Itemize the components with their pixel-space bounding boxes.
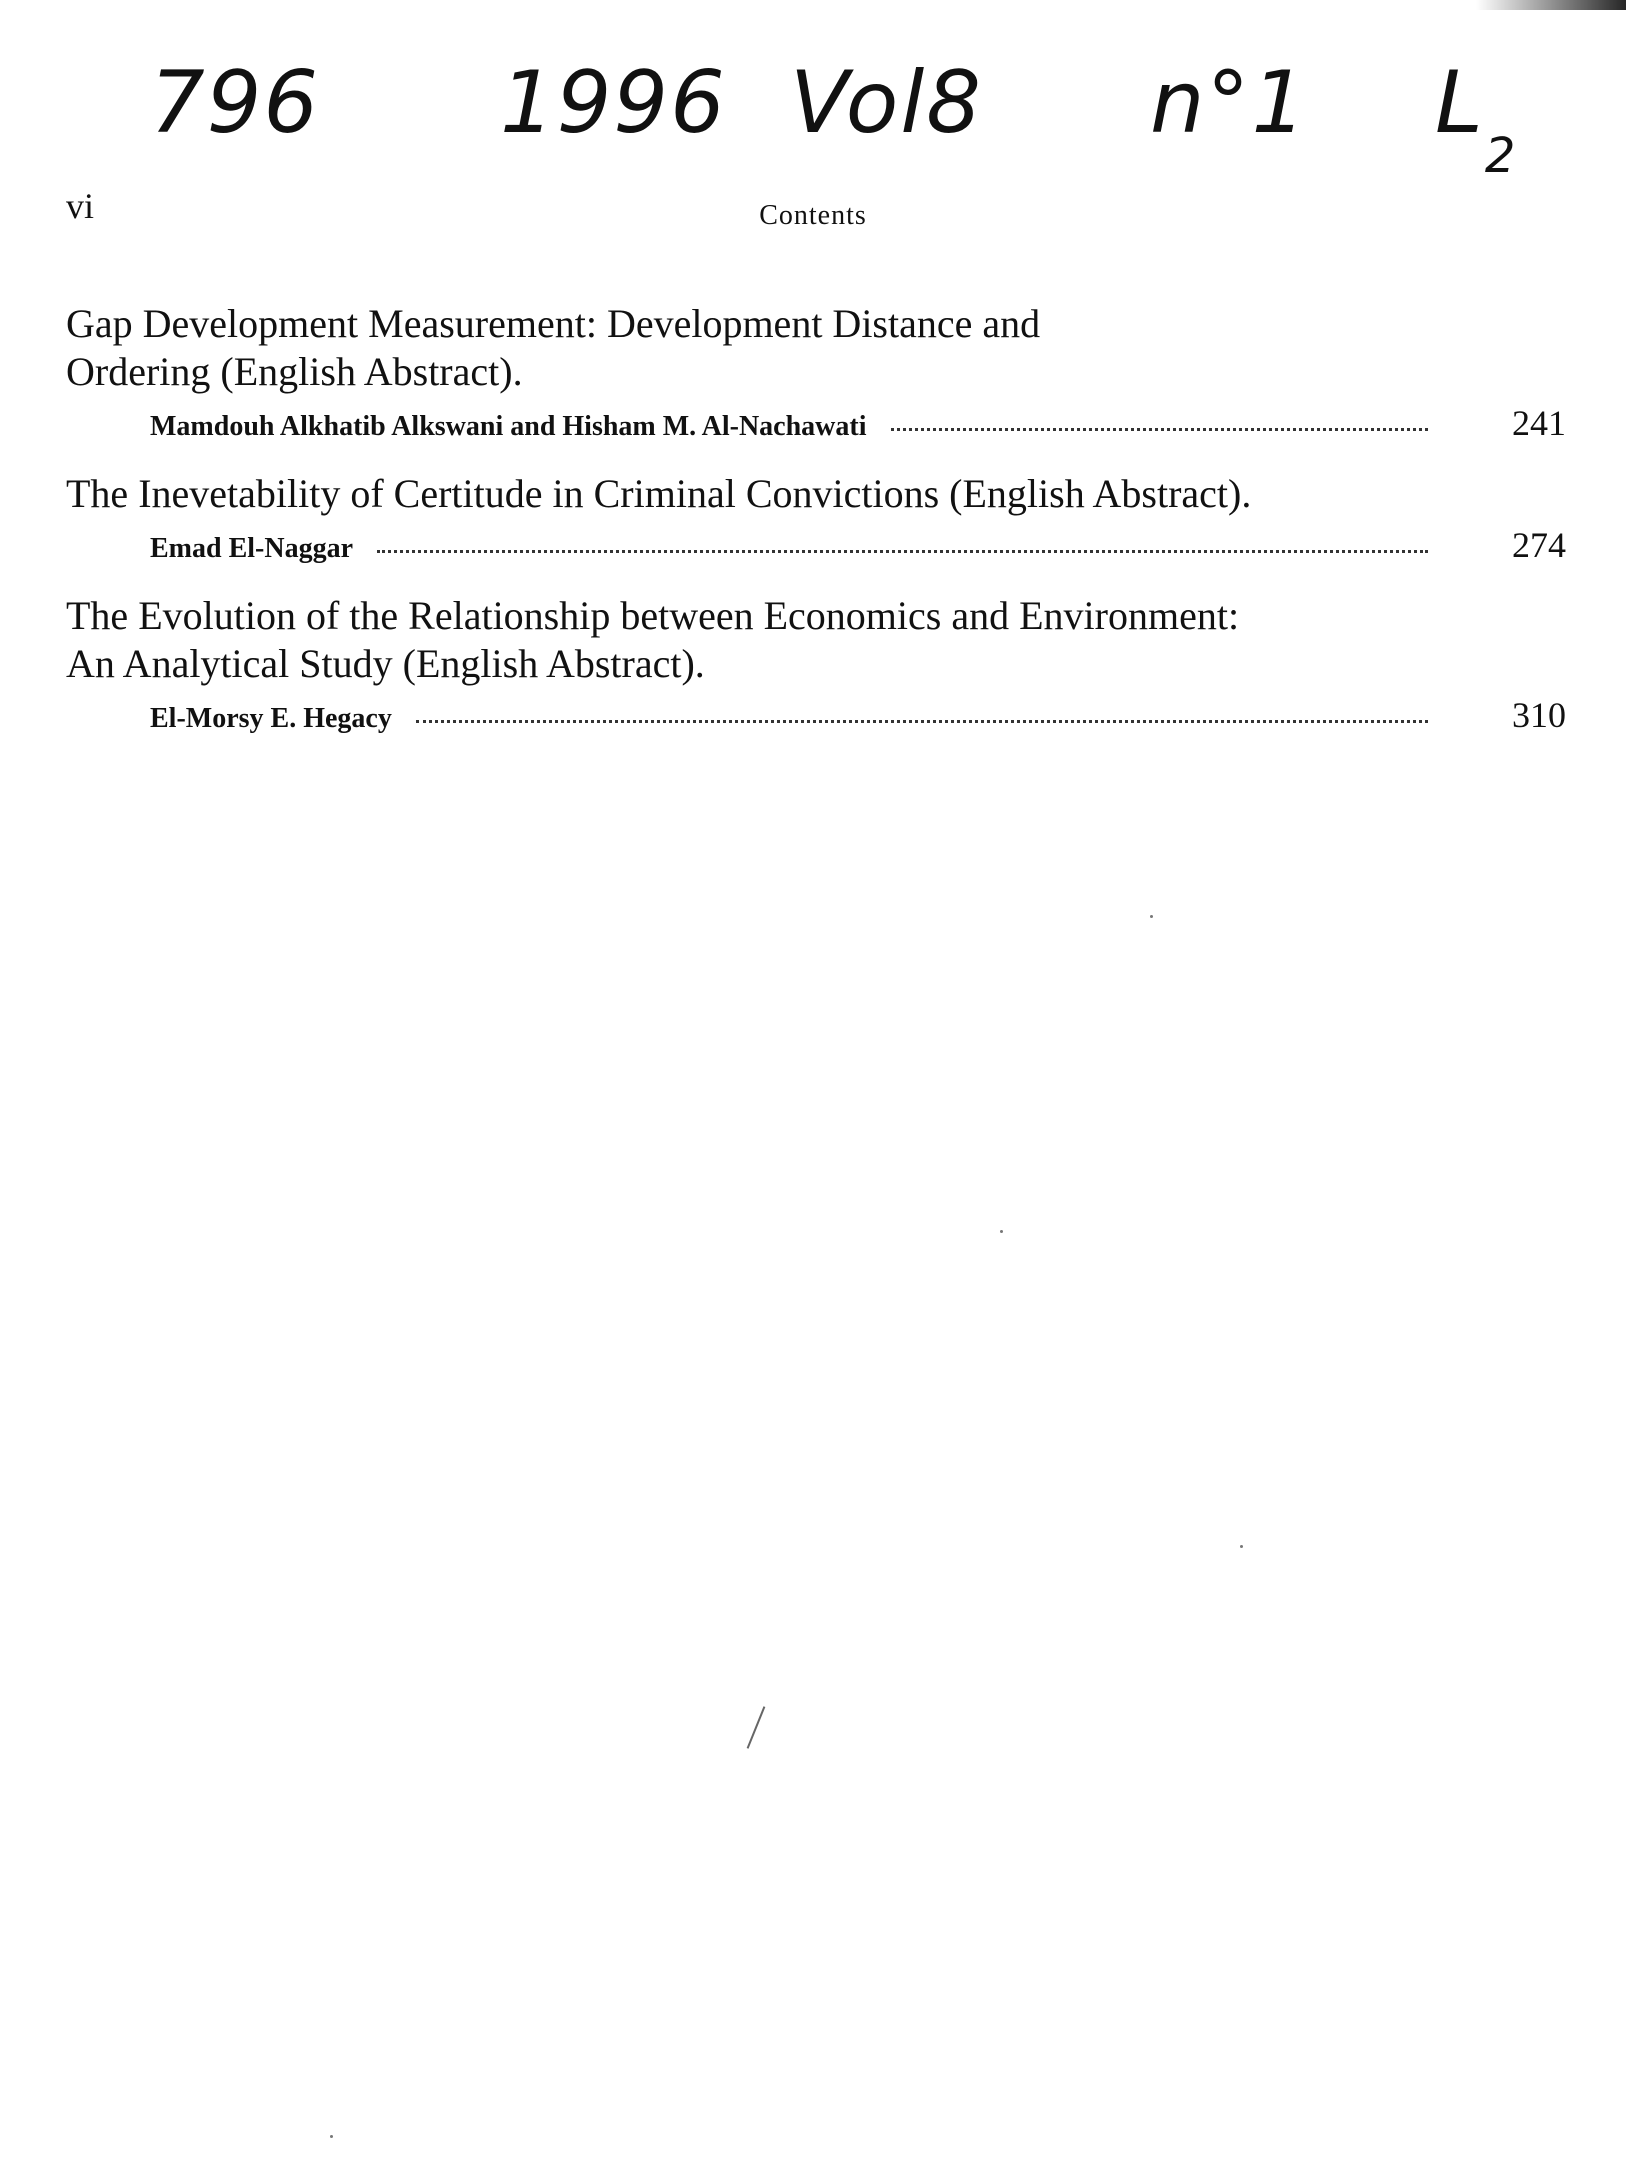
page-number[interactable]: 274 [1512,525,1566,565]
toc-entry [66,592,1566,736]
scan-scratch [747,1706,766,1748]
article-authors: Emad El-Naggar [150,533,353,564]
title-line: The Inevetability of Certitude in Criminal Convictions (English Abstract). [66,471,1252,516]
page-number[interactable]: 241 [1512,403,1566,443]
article-authors: El-Morsy E. Hegacy [150,703,392,734]
scan-speck [330,2135,333,2138]
handwritten-note-mark [1435,53,1518,184]
title-line: Ordering (English Abstract). [66,349,523,394]
handwritten-mark-subscript: 2 [1484,128,1518,184]
running-head: Contents [759,200,867,231]
dot-leader [377,550,1428,553]
scan-speck [1240,1545,1243,1548]
toc-entry [66,300,1566,444]
toc-entry [66,470,1566,566]
handwritten-mark-letter: L [1435,53,1485,153]
article-authors: Mamdouh Alkhatib Alkswani and Hisham M. Al-Nachawati [150,411,867,442]
title-line: The Evolution of the Relationship between Economics and Environment: [66,593,1240,638]
handwritten-note-number: n°1 [1150,53,1309,153]
article-title[interactable] [66,470,1566,518]
author-row [66,694,1566,736]
title-line: Gap Development Measurement: Development Distance and [66,301,1041,346]
article-title[interactable] [66,300,1566,396]
scan-speck [1000,1230,1003,1233]
article-title[interactable] [66,592,1566,688]
page-folio: vi [66,186,95,226]
handwritten-note-year: 1996 [500,53,727,153]
dot-leader [891,428,1429,431]
handwritten-note-ref: 796 [150,53,321,153]
dot-leader [416,720,1428,723]
author-row [66,524,1566,566]
author-row [66,402,1566,444]
scan-speck [1150,915,1153,918]
title-line: An Analytical Study (English Abstract). [66,641,705,686]
table-of-contents [66,300,1566,762]
handwritten-note-volume: Vol8 [790,53,984,153]
scan-shadow [1476,0,1626,10]
page-number[interactable]: 310 [1512,695,1566,735]
